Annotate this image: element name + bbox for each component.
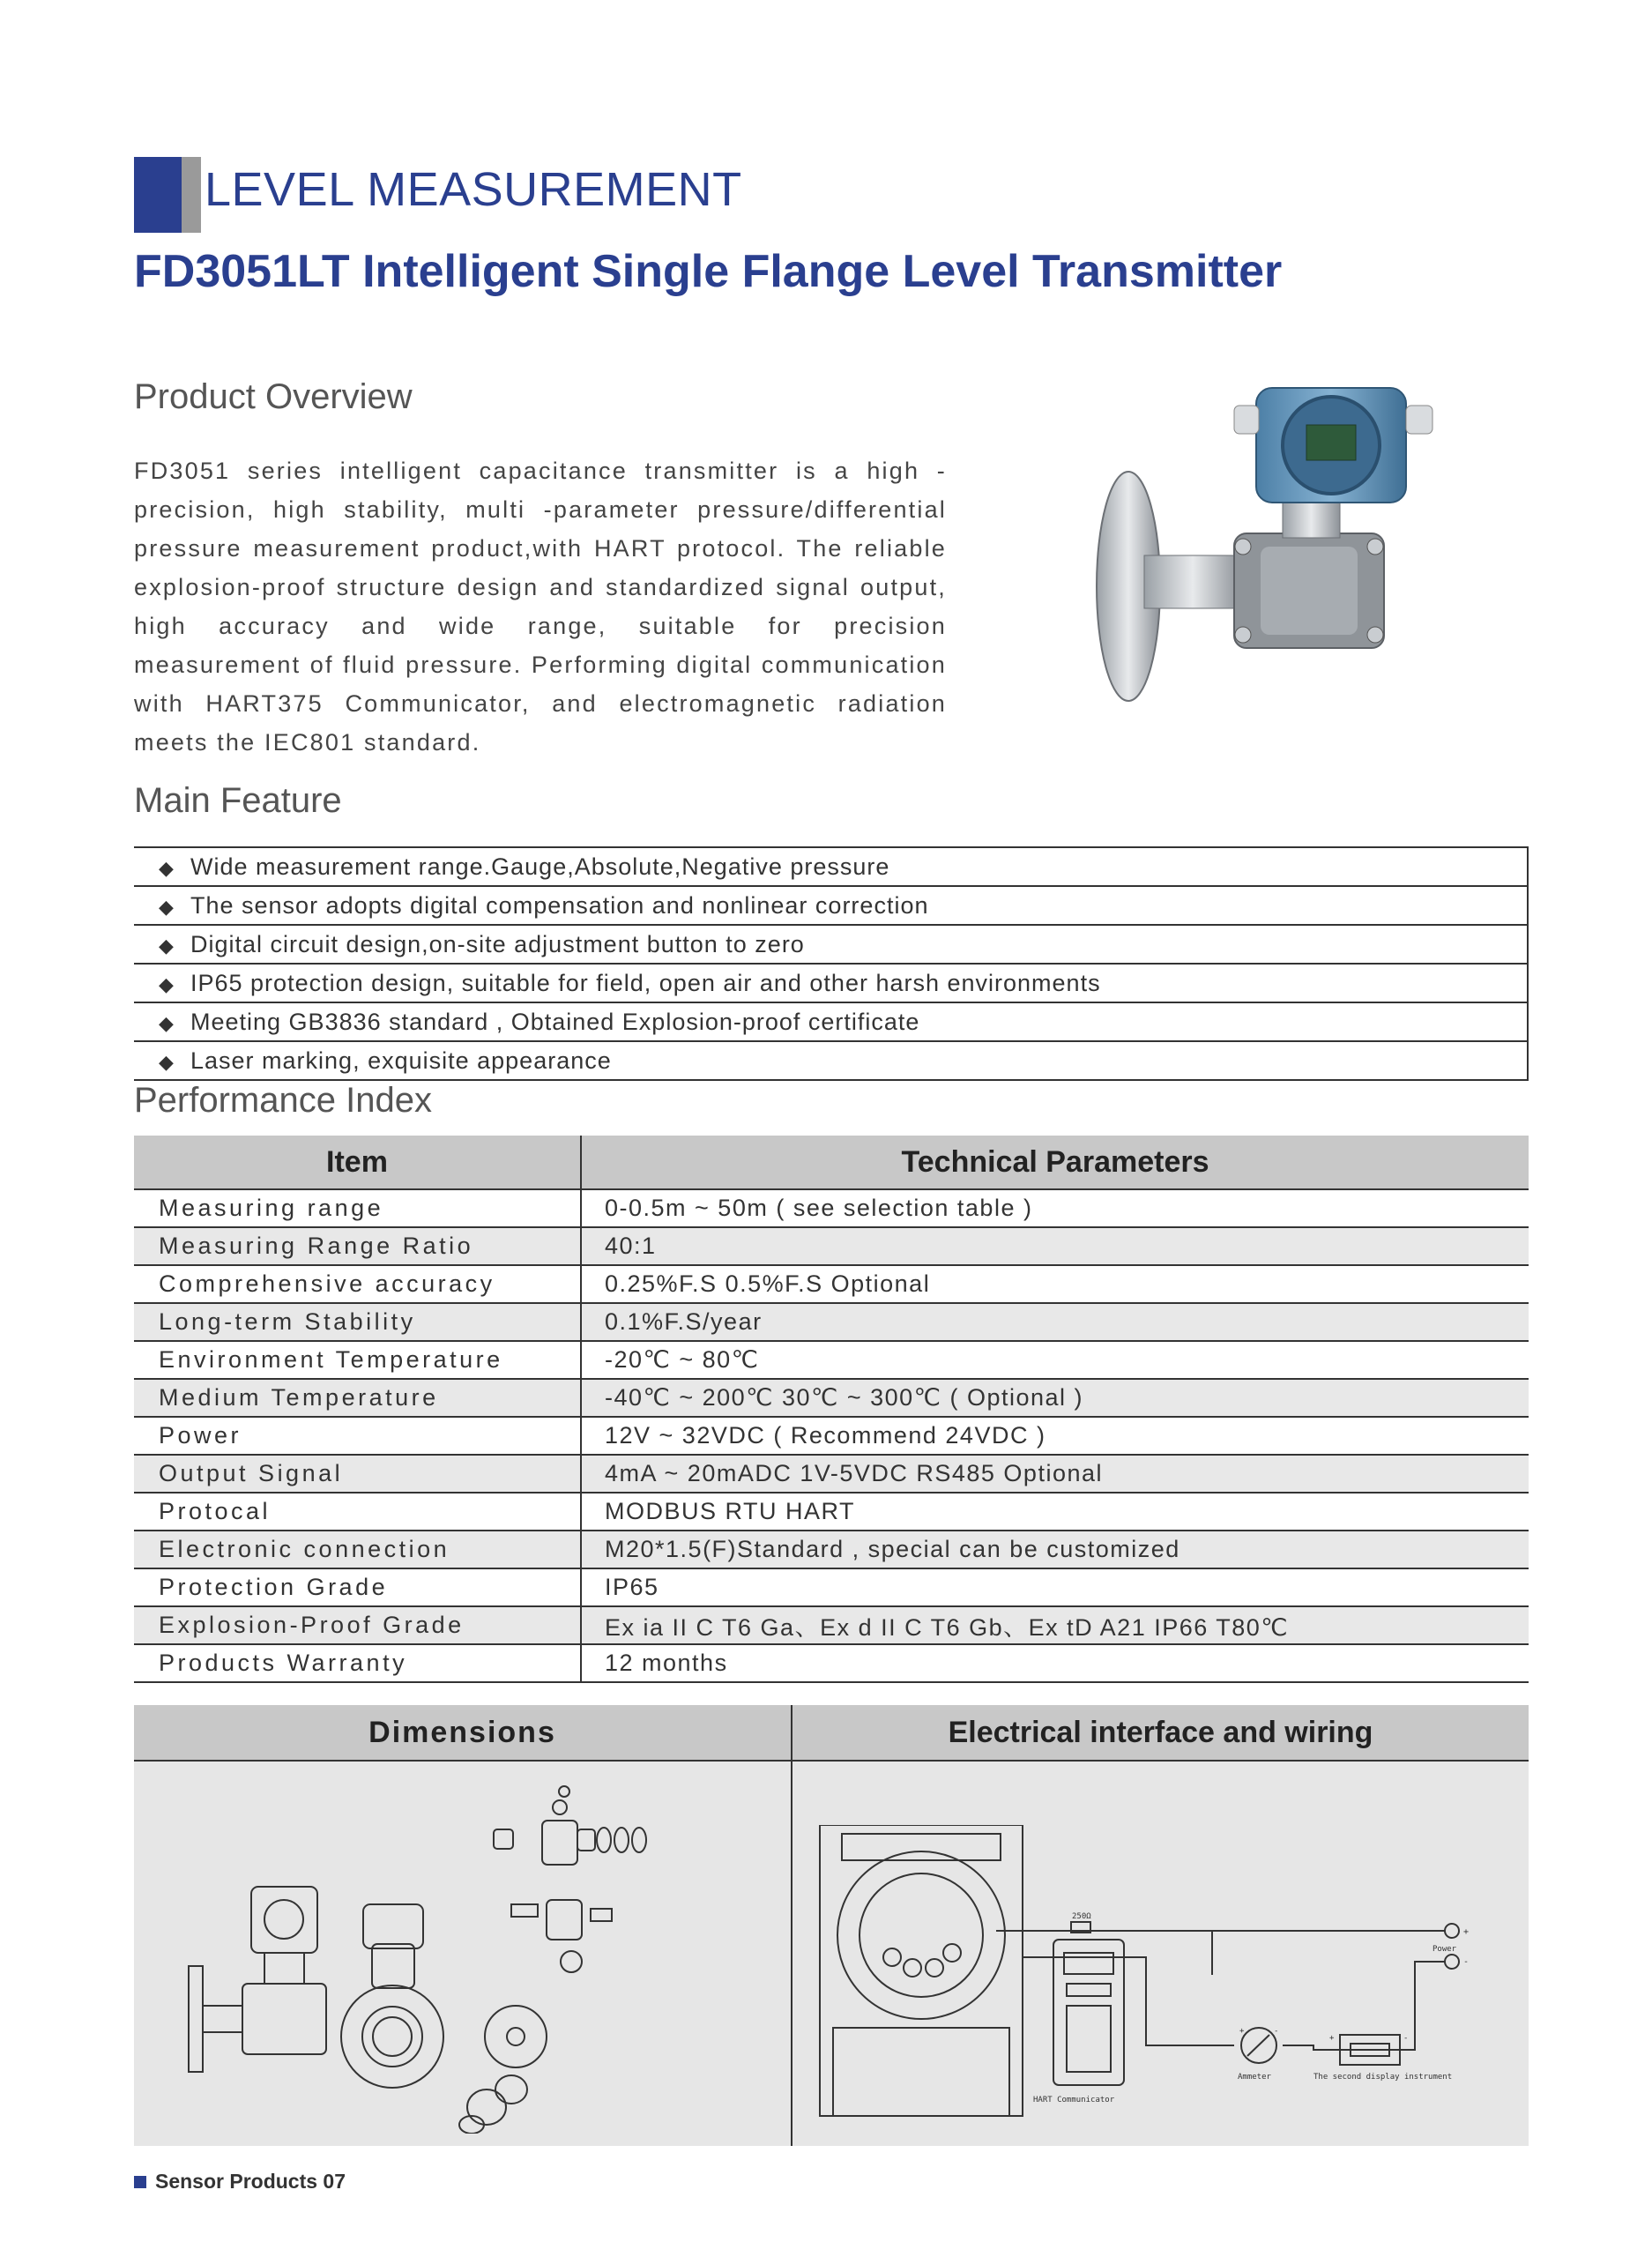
performance-heading: Performance Index xyxy=(134,1081,432,1120)
footer-page-label: Sensor Products 07 xyxy=(155,2170,346,2193)
feature-item: ◆ Meeting GB3836 standard , Obtained Explosion-proof certificate xyxy=(134,1002,1527,1040)
features-heading: Main Feature xyxy=(134,781,342,820)
table-row xyxy=(134,1379,1529,1417)
title-accent-blue xyxy=(134,157,182,233)
param-value-cell: M20*1.5(F)Standard , special can be customized xyxy=(581,1531,1529,1568)
param-item-cell: Explosion-Proof Grade xyxy=(134,1606,581,1644)
param-value-cell: 0.25%F.S 0.5%F.S Optional xyxy=(581,1265,1529,1303)
feature-item: ◆ Digital circuit design,on-site adjustment button to zero xyxy=(134,924,1527,963)
display-plus-label: + xyxy=(1329,2034,1335,2043)
param-item-cell: Measuring range xyxy=(134,1189,581,1227)
param-value-cell: 4mA ~ 20mADC 1V-5VDC RS485 Optional xyxy=(581,1455,1529,1493)
param-item-cell: Environment Temperature xyxy=(134,1341,581,1379)
param-value-cell: -40℃ ~ 200℃ 30℃ ~ 300℃ ( Optional ) xyxy=(581,1379,1529,1417)
ammeter-minus-label: - xyxy=(1274,2027,1279,2036)
diamond-bullet-icon: ◆ xyxy=(159,857,175,879)
feature-item: ◆ Wide measurement range.Gauge,Absolute,Negative pressure xyxy=(134,846,1527,885)
dimensions-heading: Dimensions xyxy=(134,1705,791,1762)
display-label: The second display instrument xyxy=(1313,2073,1453,2082)
param-value-cell: Ex ia II C T6 Ga、Ex d II C T6 Gb、Ex tD A21 IP66 T80℃ xyxy=(581,1606,1529,1644)
param-item-cell: Output Signal xyxy=(134,1455,581,1493)
table-row xyxy=(134,1341,1529,1379)
param-item-cell: Power xyxy=(134,1417,581,1455)
table-row xyxy=(134,1417,1529,1455)
param-item-cell: Measuring Range Ratio xyxy=(134,1227,581,1265)
display-minus-label: - xyxy=(1403,2034,1409,2043)
diamond-bullet-icon: ◆ xyxy=(159,1051,175,1073)
overview-heading: Product Overview xyxy=(134,377,413,416)
table-row xyxy=(134,1227,1529,1265)
param-item-cell: Medium Temperature xyxy=(134,1379,581,1417)
param-value-cell: -20℃ ~ 80℃ xyxy=(581,1341,1529,1379)
table-row xyxy=(134,1189,1529,1227)
ammeter-plus-label: + xyxy=(1239,2027,1245,2036)
table-header-row xyxy=(134,1136,1529,1189)
param-value-cell: 12 months xyxy=(581,1644,1529,1682)
diamond-bullet-icon: ◆ xyxy=(159,935,175,957)
param-value-cell: 0.1%F.S/year xyxy=(581,1303,1529,1341)
footer-marker xyxy=(134,2176,146,2188)
table-row xyxy=(134,1265,1529,1303)
param-value-cell: MODBUS RTU HART xyxy=(581,1493,1529,1531)
param-item-cell: Comprehensive accuracy xyxy=(134,1265,581,1303)
panel-divider xyxy=(791,1705,793,2146)
param-value-cell: 40:1 xyxy=(581,1227,1529,1265)
feature-item: ◆ The sensor adopts digital compensation and nonlinear correction xyxy=(134,885,1527,924)
performance-table xyxy=(134,1136,1529,1683)
table-row xyxy=(134,1493,1529,1531)
param-value-cell: 12V ~ 32VDC ( Recommend 24VDC ) xyxy=(581,1417,1529,1455)
ammeter-label: Ammeter xyxy=(1238,2073,1271,2082)
section-title: LEVEL MEASUREMENT xyxy=(205,163,742,216)
resistor-label: 250Ω xyxy=(1072,1912,1091,1921)
communicator-label: HART Communicator xyxy=(1033,2096,1115,2104)
column-header-item: Item xyxy=(134,1136,581,1189)
param-item-cell: Protocal xyxy=(134,1493,581,1531)
feature-item: ◆ Laser marking, exquisite appearance xyxy=(134,1040,1527,1081)
param-item-cell: Electronic connection xyxy=(134,1531,581,1568)
power-label: Power xyxy=(1432,1945,1457,1954)
title-accent-grey xyxy=(182,157,201,233)
diamond-bullet-icon: ◆ xyxy=(159,896,175,918)
param-item-cell: Protection Grade xyxy=(134,1568,581,1606)
power-minus-label: - xyxy=(1463,1957,1470,1967)
wiring-diagram xyxy=(811,1825,1507,2125)
param-value-cell: IP65 xyxy=(581,1568,1529,1606)
param-value-cell: 0-0.5m ~ 50m ( see selection table ) xyxy=(581,1189,1529,1227)
table-row xyxy=(134,1644,1529,1682)
table-row xyxy=(134,1303,1529,1341)
product-title: FD3051LT Intelligent Single Flange Level Transmitter xyxy=(134,246,1283,297)
feature-item: ◆ IP65 protection design, suitable for field, open air and other harsh environments xyxy=(134,963,1527,1002)
dimensions-drawing xyxy=(176,1772,776,2134)
table-row xyxy=(134,1606,1529,1644)
table-row xyxy=(134,1455,1529,1493)
overview-paragraph: FD3051 series intelligent capacitance transmitter is a high -precision, high stability, multi -parameter pressure/differential pressure measurement product,with HART protocol. The reliable explosion-proof structure design and standardized signal output, high accuracy and wide range, suitable for precision measurement of fluid pressure. Performing digital communication with HART375 Communicator, and electromagnetic radiation meets the IEC801 standard. xyxy=(134,458,947,756)
table-row xyxy=(134,1568,1529,1606)
wiring-heading: Electrical interface and wiring xyxy=(793,1705,1529,1762)
param-item-cell: Products Warranty xyxy=(134,1644,581,1682)
power-plus-label: + xyxy=(1463,1927,1470,1937)
column-header-parameters: Technical Parameters xyxy=(581,1136,1529,1189)
feature-list xyxy=(134,846,1529,1081)
param-item-cell: Long-term Stability xyxy=(134,1303,581,1341)
table-row xyxy=(134,1531,1529,1568)
diamond-bullet-icon: ◆ xyxy=(159,1012,175,1034)
transmitter-product-image xyxy=(1058,370,1446,758)
diamond-bullet-icon: ◆ xyxy=(159,973,175,995)
